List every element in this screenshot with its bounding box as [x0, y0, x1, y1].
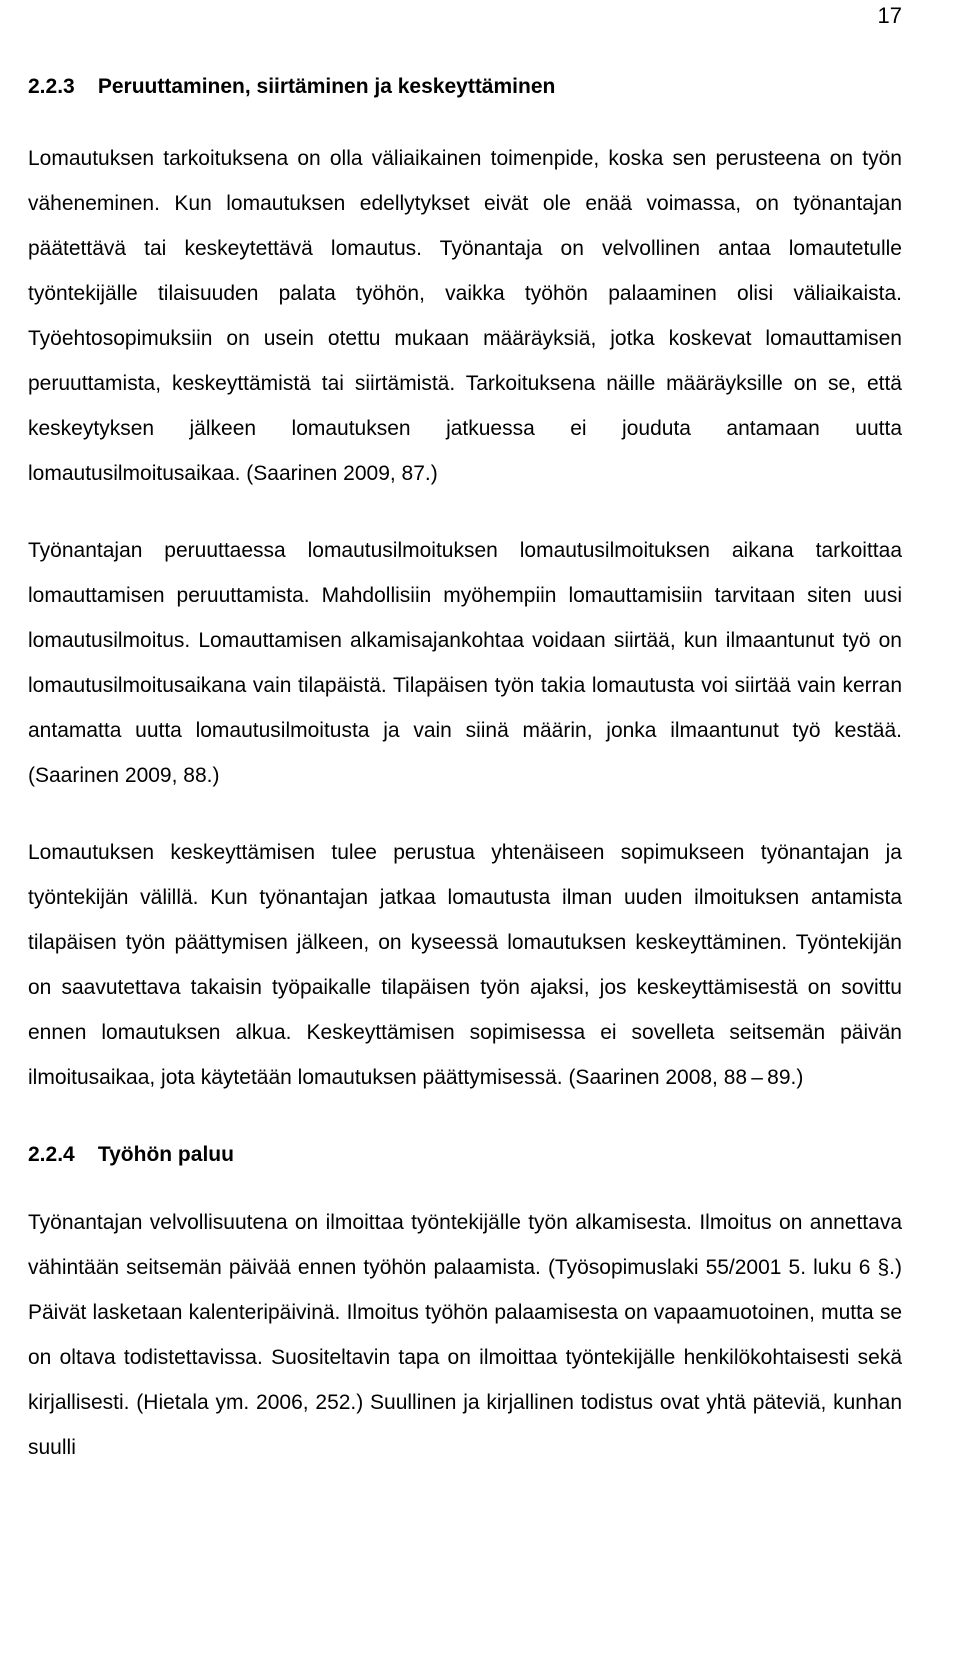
- page-number: 17: [877, 3, 902, 28]
- document-body: [28, 72, 902, 1470]
- section-number: 2.2.3: [28, 75, 75, 98]
- section-title: Työhön paluu: [97, 1143, 234, 1166]
- paragraph: Työnantajan peruuttaessa lomautusilmoituksen lomautusilmoituksen aikana tarkoittaa lomauttamisen peruuttamista. Mahdollisiin myöhempiin lomauttamisiin tarvitaan siten uusi lomautusilmoitus. Lomauttamisen alkamisajankohtaa voidaan siirtää, kun ilmaantunut työ on lomautusilmoitusaikana vain tilapäistä. Tilapäisen työn takia lomautusta voi siirtää vain kerran antamatta uutta lomautusilmoitusta ja vain siinä määrin, jonka ilmaantunut työ kestää. (Saarinen 2009, 88.): [28, 539, 902, 787]
- section-heading-2-2-3: [28, 72, 902, 102]
- paragraph: Työnantajan velvollisuutena on ilmoittaa työntekijälle työn alkamisesta. Ilmoitus on annettava vähintään seitsemän päivää ennen työhön palaamista. (Työsopimuslaki 55/2001 5. luku 6 §.) Päivät lasketaan kalenteripäivinä. Ilmoitus työhön palaamisesta on vapaamuotoinen, mutta se on oltava todistettavissa. Suositeltavin tapa on ilmoittaa työntekijälle henkilökohtaisesti sekä kirjallisesti. (Hietala ym. 2006, 252.) Suullinen ja kirjallinen todistus ovat yhtä päteviä, kunhan suulli: [28, 1211, 902, 1459]
- paragraph: Lomautuksen tarkoituksena on olla väliaikainen toimenpide, koska sen perusteena on työn väheneminen. Kun lomautuksen edellytykset eivät ole enää voimassa, on työnantajan päätettävä tai keskeytettävä lomautus. Työnantaja on velvollinen antaa lomautetulle työntekijälle tilaisuuden palata työhön, vaikka työhön palaaminen olisi väliaikaista. Työehtosopimuksiin on usein otettu mukaan määräyksiä, jotka koskevat lomauttamisen peruuttamista, keskeyttämistä tai siirtämistä. Tarkoituksena näille määräyksille on se, että keskeytyksen jälkeen lomautuksen jatkuessa ei jouduta antamaan uutta lomautusilmoitusaikaa. (Saarinen 2009, 87.): [28, 147, 902, 485]
- section-title: Peruuttaminen, siirtäminen ja keskeyttäminen: [97, 75, 556, 98]
- paragraph: Lomautuksen keskeyttämisen tulee perustua yhtenäiseen sopimukseen työnantajan ja työntekijän välillä. Kun työnantajan jatkaa lomautusta ilman uuden ilmoituksen antamista tilapäisen työn päättymisen jälkeen, on kyseessä lomautuksen keskeyttäminen. Työntekijän on saavutettava takaisin työpaikalle tilapäisen työn ajaksi, jos keskeyttämisestä on sovittu ennen lomautuksen alkua. Keskeyttämisen sopimisessa ei sovelleta seitsemän päivän ilmoitusaikaa, jota käytetään lomautuksen päättymisessä. (Saarinen 2008, 88 – 89.): [28, 841, 902, 1089]
- section-number: 2.2.4: [28, 1143, 75, 1166]
- section-heading-2-2-4: [28, 1140, 902, 1170]
